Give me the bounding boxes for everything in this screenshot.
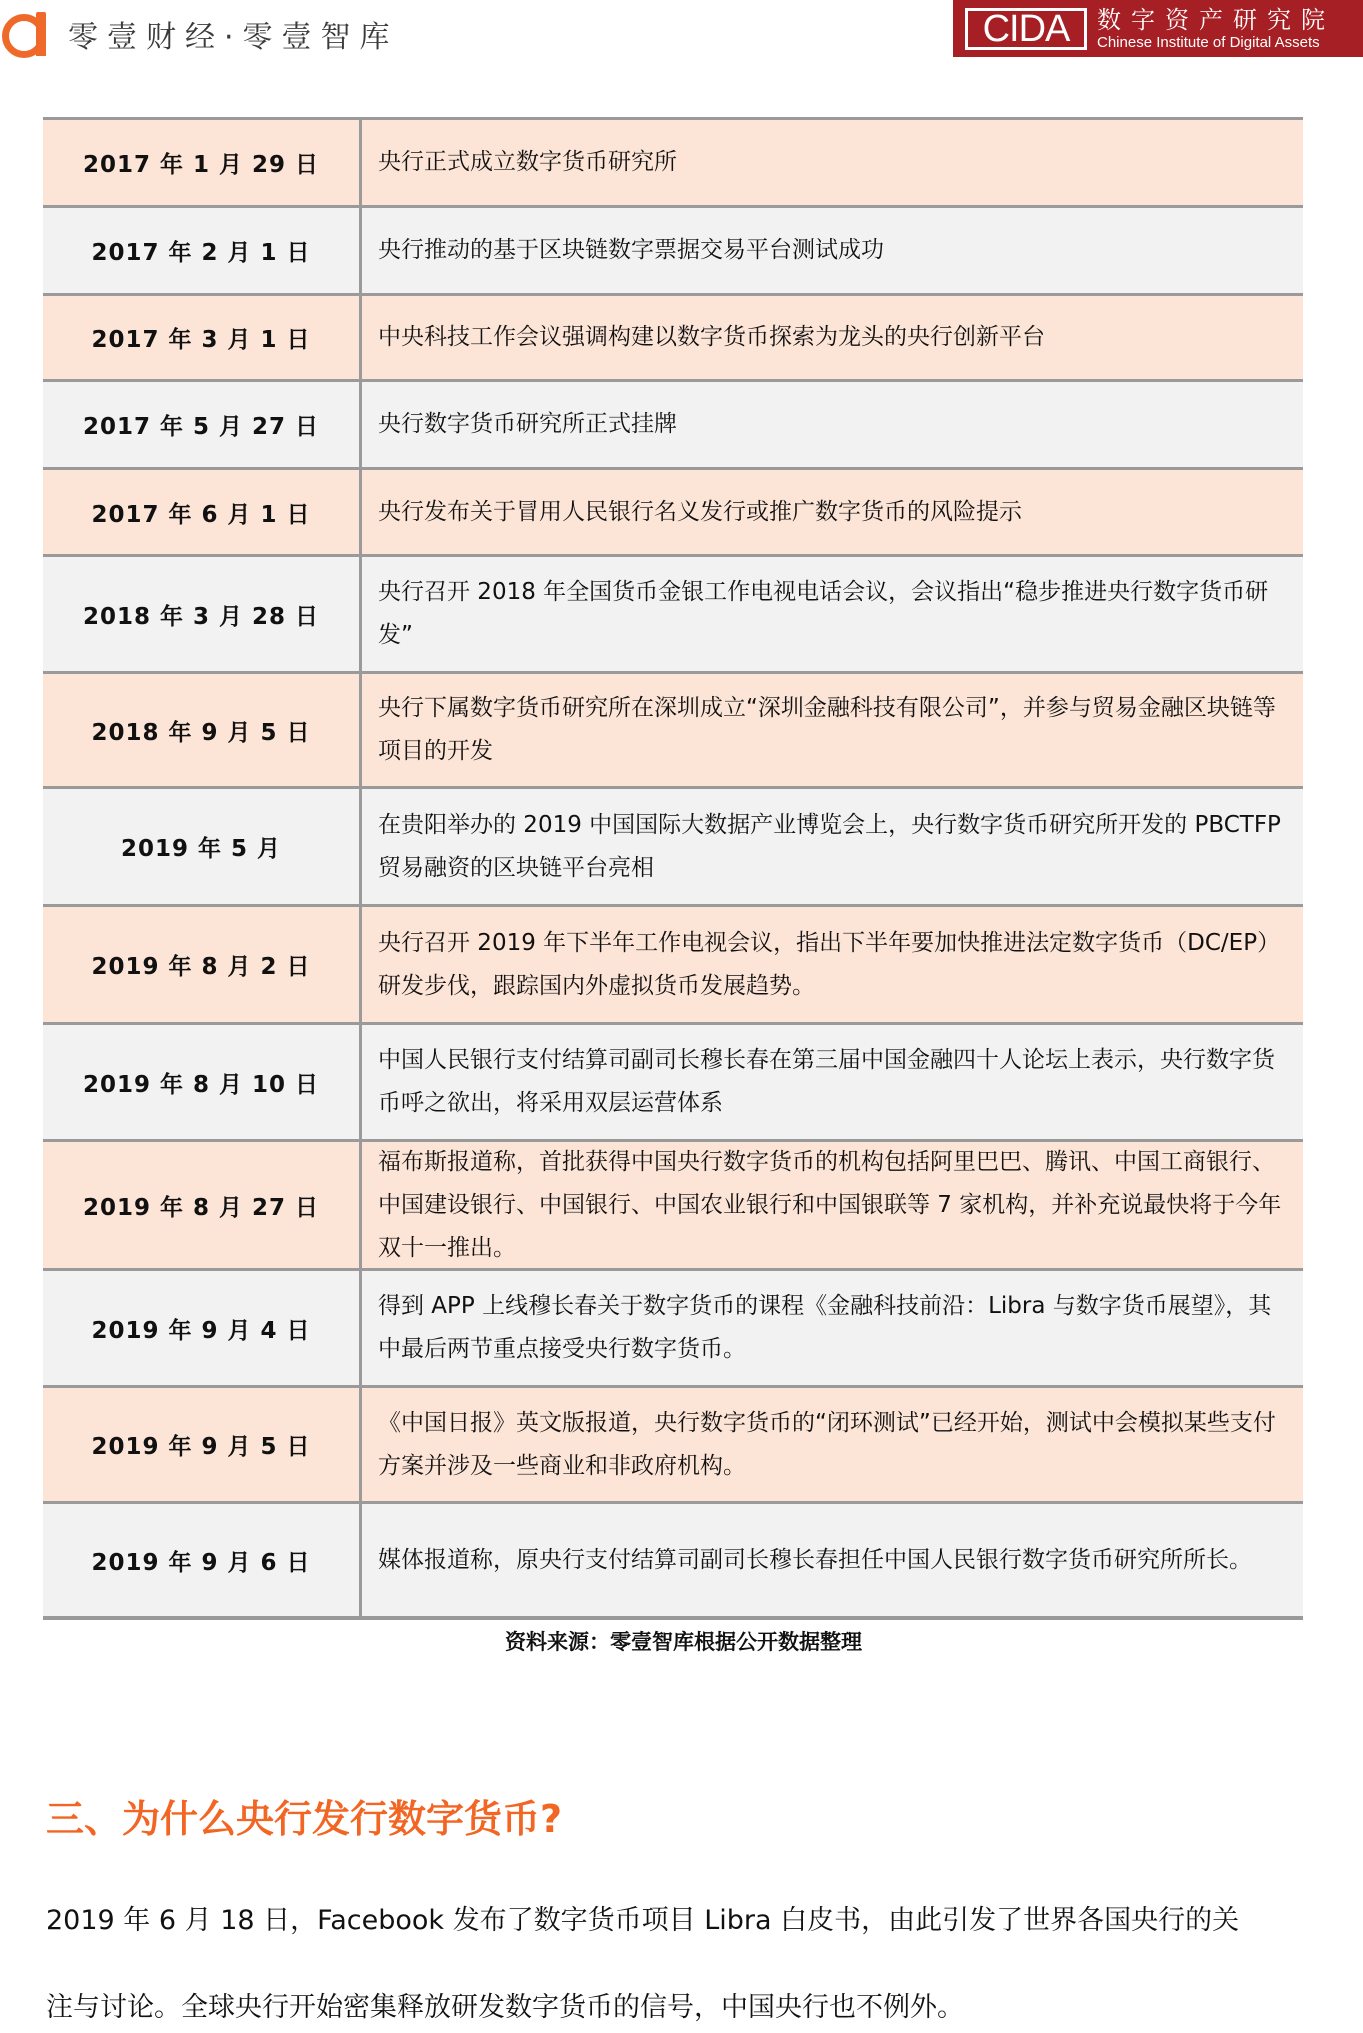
date-cell: 2019 年 9 月 6 日 xyxy=(43,1504,362,1616)
source-caption xyxy=(0,1626,1363,1656)
event-cell: 央行正式成立数字货币研究所 xyxy=(378,149,677,175)
table-row xyxy=(43,786,1303,904)
date-cell: 2017 年 3 月 1 日 xyxy=(43,296,362,379)
event-cell: 央行发布关于冒用人民银行名义发行或推广数字货币的风险提示 xyxy=(378,498,1022,525)
table-row xyxy=(43,671,1303,786)
body-paragraph-line-1: 2019 年 6 月 18 日，Facebook 发布了数字货币项目 Libra 白皮书，由此引发了世界各国央行的关 xyxy=(46,1905,1240,1936)
date-cell: 2017 年 1 月 29 日 xyxy=(43,120,362,205)
table-row xyxy=(43,1385,1303,1501)
table-row xyxy=(43,554,1303,671)
lingyi-a-logo-icon xyxy=(0,12,48,56)
table-row xyxy=(43,1139,1303,1268)
brand-name: 零壹财经·零壹智库 xyxy=(68,20,399,55)
date-cell: 2019 年 8 月 2 日 xyxy=(43,907,362,1022)
event-cell: 央行召开 2018 年全国货币金银工作电视电话会议，会议指出“稳步推进央行数字货币研发” xyxy=(378,579,1269,648)
event-cell: 央行推动的基于区块链数字票据交易平台测试成功 xyxy=(378,237,884,263)
table-row xyxy=(43,1022,1303,1139)
table-row xyxy=(43,117,1303,205)
event-cell: 得到 APP 上线穆长春关于数字货币的课程《金融科技前沿：Libra 与数字货币展望》，其中最后两节重点接受央行数字货币。 xyxy=(378,1293,1272,1362)
cida-title xyxy=(1097,6,1335,52)
event-cell: 中央科技工作会议强调构建以数字货币探索为龙头的央行创新平台 xyxy=(378,324,1045,350)
date-cell: 2019 年 9 月 5 日 xyxy=(43,1388,362,1501)
event-cell: 中国人民银行支付结算司副司长穆长春在第三届中国金融四十人论坛上表示，央行数字货币呼之欲出，将采用双层运营体系 xyxy=(378,1047,1275,1116)
event-cell: 媒体报道称，原央行支付结算司副司长穆长春担任中国人民银行数字货币研究所所长。 xyxy=(378,1546,1252,1573)
date-cell: 2019 年 5 月 xyxy=(43,789,362,904)
date-cell: 2019 年 9 月 4 日 xyxy=(43,1271,362,1385)
cida-logo-mark: CIDA xyxy=(965,8,1087,50)
source-caption-text: 资料来源：零壹智库根据公开数据整理 xyxy=(505,1630,862,1654)
lingyi-header-logo xyxy=(0,10,399,58)
event-cell: 央行下属数字货币研究所在深圳成立“深圳金融科技有限公司”，并参与贸易金融区块链等项目的开发 xyxy=(378,695,1276,764)
timeline-table xyxy=(43,117,1303,1620)
date-cell: 2019 年 8 月 10 日 xyxy=(43,1025,362,1139)
body-paragraph-line-2: 注与讨论。全球央行开始密集释放研发数字货币的信号，中国央行也不例外。 xyxy=(46,1992,964,2023)
cida-title-en: Chinese Institute of Digital Assets xyxy=(1097,33,1320,51)
section-heading: 三、为什么央行发行数字货币? xyxy=(46,1797,563,1841)
date-cell: 2017 年 5 月 27 日 xyxy=(43,382,362,467)
table-row xyxy=(43,1268,1303,1385)
date-cell: 2017 年 6 月 1 日 xyxy=(43,470,362,554)
date-cell: 2017 年 2 月 1 日 xyxy=(43,208,362,293)
event-cell: 在贵阳举办的 2019 中国国际大数据产业博览会上，央行数字货币研究所开发的 PBCTFP 贸易融资的区块链平台亮相 xyxy=(378,811,1281,881)
date-cell: 2018 年 3 月 28 日 xyxy=(43,557,362,671)
event-cell: 央行数字货币研究所正式挂牌 xyxy=(378,411,677,437)
table-row xyxy=(43,293,1303,379)
table-row xyxy=(43,904,1303,1022)
table-row xyxy=(43,205,1303,293)
event-cell: 央行召开 2019 年下半年工作电视会议，指出下半年要加快推进法定数字货币（DC/EP）研发步伐，跟踪国内外虚拟货币发展趋势。 xyxy=(378,929,1281,999)
date-cell: 2018 年 9 月 5 日 xyxy=(43,674,362,786)
table-row xyxy=(43,379,1303,467)
cida-title-cn: 数字资产研究院 xyxy=(1097,5,1335,34)
event-cell: 《中国日报》英文版报道，央行数字货币的“闭环测试”已经开始，测试中会模拟某些支付方案并涉及一些商业和非政府机构。 xyxy=(378,1409,1276,1479)
table-row xyxy=(43,467,1303,554)
table-row xyxy=(43,1501,1303,1620)
event-cell: 福布斯报道称，首批获得中国央行数字货币的机构包括阿里巴巴、腾讯、中国工商银行、中国建设银行、中国银行、中国农业银行和中国银联等 7 家机构，并补充说最快将于今年双十一推出。 xyxy=(378,1148,1282,1261)
cida-banner xyxy=(953,0,1363,57)
date-cell: 2019 年 8 月 27 日 xyxy=(43,1142,362,1268)
